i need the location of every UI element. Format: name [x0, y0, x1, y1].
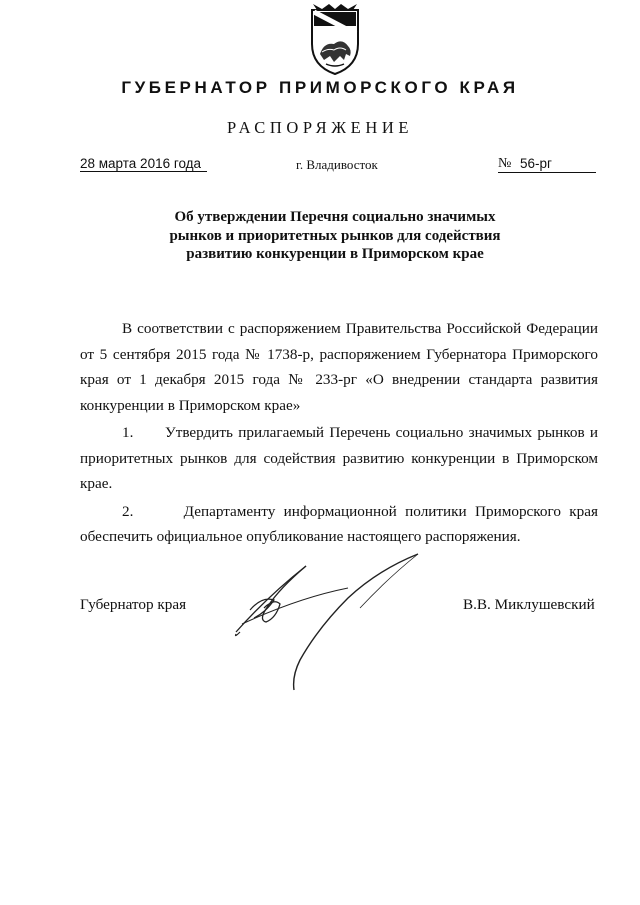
- document-city: г. Владивосток: [296, 157, 378, 172]
- item-text: Утвердить прилагаемый Перечень социально значимых рынков и приоритетных рынков для содействия развитию конкуренции в Приморском крае.: [80, 424, 599, 492]
- item-number: 2.: [122, 502, 134, 520]
- handwritten-signature-icon: [228, 548, 428, 698]
- list-item: [80, 420, 598, 497]
- heading-line: развитию конкуренции в Приморском крае: [186, 246, 484, 262]
- coat-of-arms-icon: [300, 4, 370, 76]
- signatory-name: В.В. Миклушевский: [463, 596, 595, 613]
- item-number: 1.: [122, 424, 134, 441]
- document-date: 28 марта 2016 года: [80, 156, 207, 172]
- preamble-paragraph: В соответствии с распоряжением Правительства Российской Федерации от 5 сентября 2015 года № 1738-р, распоряжением Губернатора Приморского края от 1 декабря 2015 года № 233-рг «О внедрении стандарта развития конкуренции в Приморском крае»: [80, 320, 598, 414]
- heading-line: рынков и приоритетных рынков для содействия: [169, 227, 501, 244]
- list-item: [80, 499, 598, 550]
- heading-line: Об утверждении Перечня социально значимых: [174, 209, 496, 225]
- document-number: 56-рг: [520, 156, 552, 171]
- issuing-authority: ГУБЕРНАТОР ПРИМОРСКОГО КРАЯ: [121, 78, 519, 97]
- document-heading: [0, 208, 640, 264]
- signatory-position: Губернатор края: [80, 596, 187, 613]
- document-number-field: [498, 155, 596, 173]
- document-type: РАСПОРЯЖЕНИЕ: [226, 118, 414, 137]
- document-body: [80, 316, 598, 550]
- item-text: Департаменту информационной политики Приморского края обеспечить официальное опубликование настоящего распоряжения.: [80, 502, 599, 545]
- number-sign: №: [498, 156, 512, 171]
